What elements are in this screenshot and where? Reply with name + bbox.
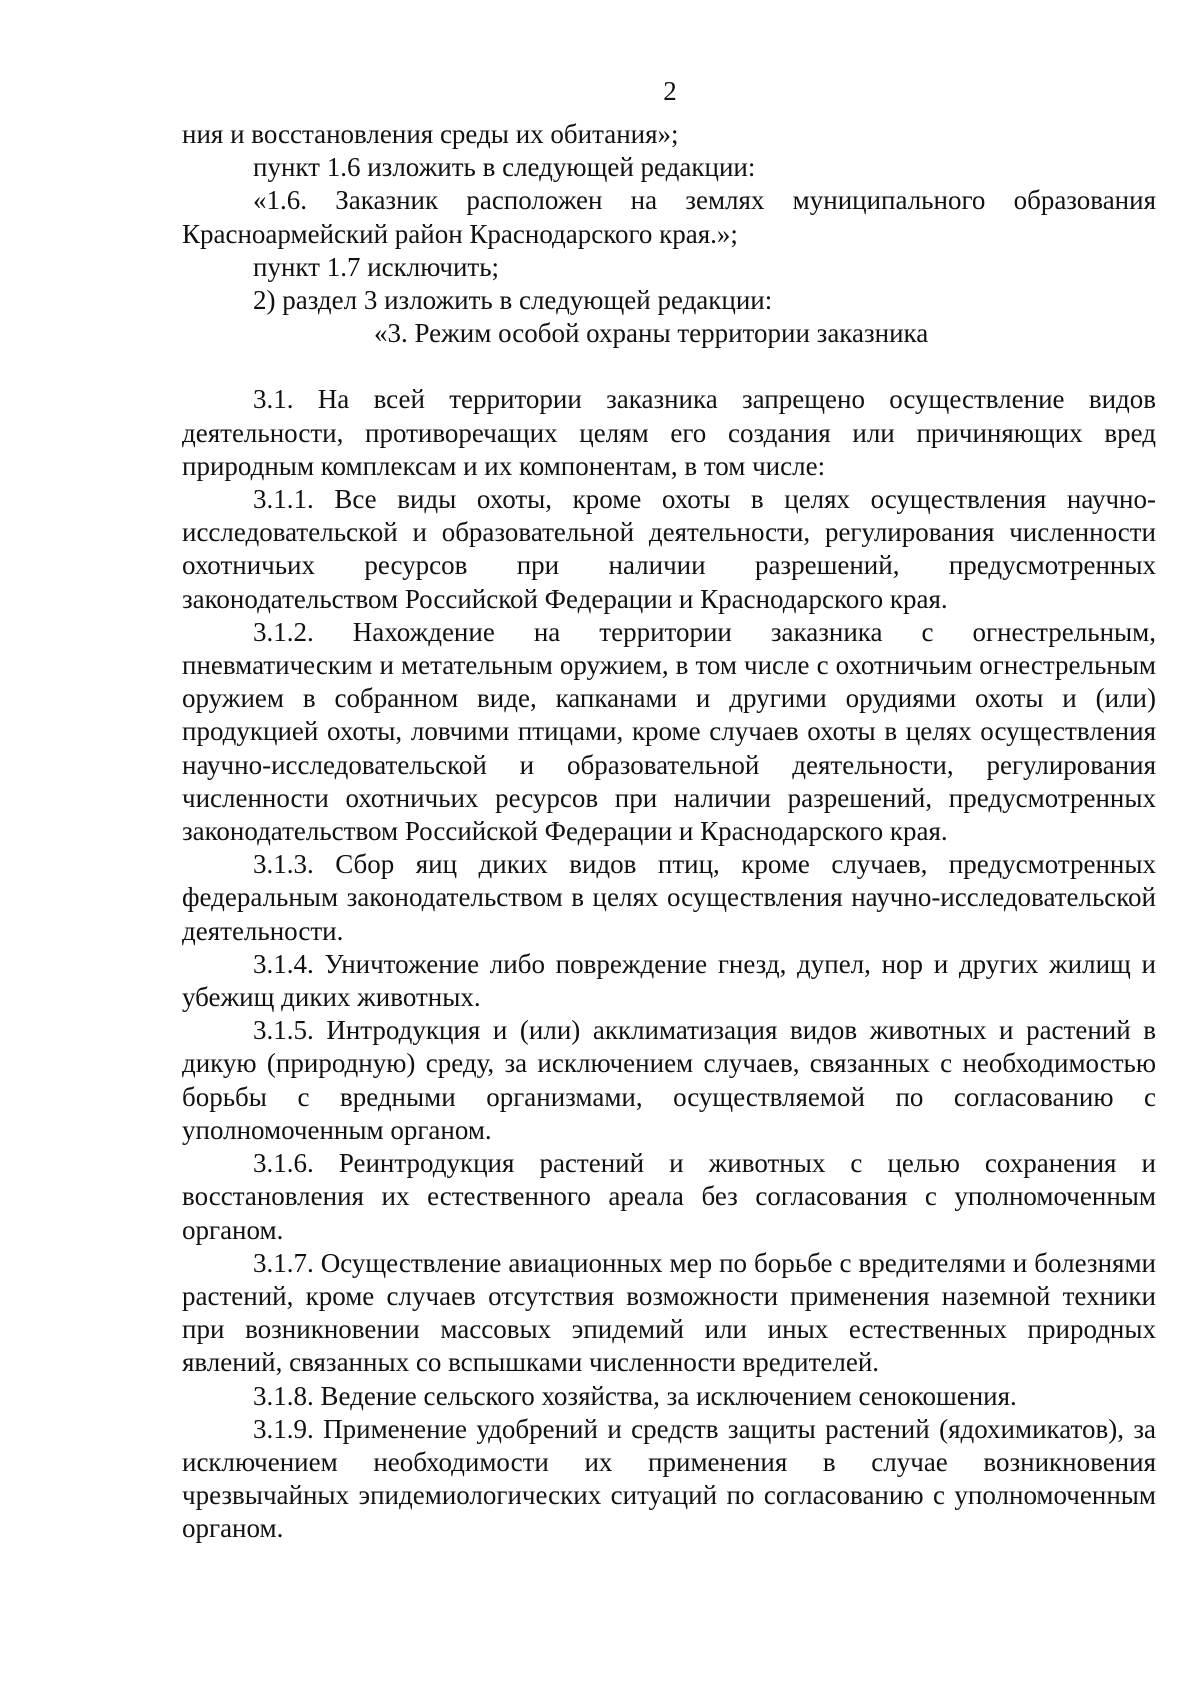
page-number: 2 (663, 76, 677, 106)
paragraph-section-3-intro: 2) раздел 3 изложить в следующей редакции: (253, 285, 773, 316)
paragraph-3-1-6: 3.1.6. Реинтродукция растений и животных с целью сохранения и восстановления их естественного ареала без согласования с уполномоченным органом. (182, 1148, 1156, 1245)
document-body (182, 118, 1156, 1546)
paragraph-continuation: ния и восстановления среды их обитания»; (182, 119, 679, 149)
paragraph-3-1-4: 3.1.4. Уничтожение либо повреждение гнезд, дупел, нор и других жилищ и убежищ диких животных. (182, 948, 1156, 1013)
paragraph-3-1-9: 3.1.9. Применение удобрений и средств защиты растений (ядохимикатов), за исключением необходимости их применения в случае возникновения чрезвычайных эпидемиологических ситуаций по согласованию с уполномоченным органом. (182, 1413, 1156, 1544)
section-heading: «3. Режим особой охраны территории заказника (374, 318, 929, 349)
paragraph-3-1-5: 3.1.5. Интродукция и (или) акклиматизация видов животных и растений в дикую (природную) среду, за исключением случаев, связанных с необходимостью борьбы с вредными организмами, осуществляемой по согласованию с уполномоченным органом. (182, 1015, 1156, 1145)
paragraph-3-1: 3.1. На всей территории заказника запрещено осуществление видов деятельности, противоречащих целям его создания или причиняющих вред природным комплексам и их компонентам, в том числе: (182, 384, 1156, 481)
paragraph-3-1-3: 3.1.3. Сбор яиц диких видов птиц, кроме случаев, предусмотренных федеральным законодательством в целях осуществления научно-исследовательской деятельности. (182, 849, 1156, 946)
paragraph-item-1-6: «1.6. Заказник расположен на землях муниципального образования Красноармейский район Краснодарского края.»; (182, 185, 1156, 249)
paragraph-3-1-8: 3.1.8. Ведение сельского хозяйства, за исключением сенокошения. (253, 1380, 1017, 1411)
paragraph-item-1-6-intro: пункт 1.6 изложить в следующей редакции: (253, 152, 756, 183)
paragraph-3-1-1: 3.1.1. Все виды охоты, кроме охоты в целях осуществления научно-исследовательской и образовательной деятельности, регулирования численности охотничьих ресурсов при наличии разрешений, предусмотренных законодательством Российской Федерации и Краснодарского края. (182, 484, 1156, 614)
paragraph-3-1-2: 3.1.2. Нахождение на территории заказника с огнестрельным, пневматическим и метательным оружием, в том числе с охотничьим огнестрельным оружием в собранном виде, капканами и другими орудиями охоты и (или) продукцией охоты, ловчими птицами, кроме случаев охоты в целях осуществления научно-исследовательской и образовательной деятельности, регулирования численности охотничьих ресурсов при наличии разрешений, предусмотренных законодательством Российской Федерации и Краснодарского края. (182, 616, 1156, 847)
paragraph-3-1-7: 3.1.7. Осуществление авиационных мер по борьбе с вредителями и болезнями растений, кроме случаев отсутствия возможности применения наземной техники при возникновении массовых эпидемий или иных естественных природных явлений, связанных со вспышками численности вредителей. (182, 1247, 1156, 1378)
paragraph-item-1-7: пункт 1.7 исключить; (253, 251, 500, 282)
